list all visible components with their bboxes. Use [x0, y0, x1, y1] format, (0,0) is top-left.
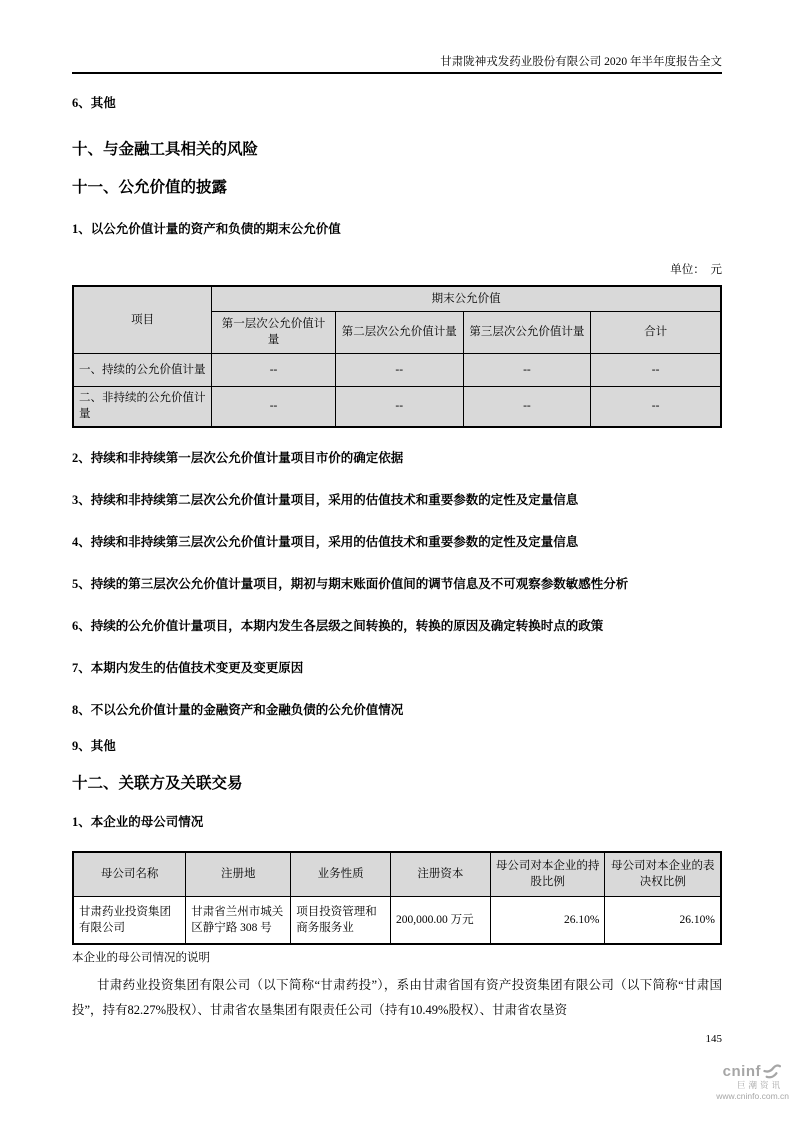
heading-sub-1: 1、以公允价值计量的资产和负债的期末公允价值 [72, 222, 341, 236]
pc-cell-reg-place: 甘肃省兰州市城关区静宁路 308 号 [186, 896, 291, 944]
fv-col-header-level3: 第三层次公允价值计量 [463, 311, 591, 353]
pc-cell-vote-ratio: 26.10% [605, 896, 721, 944]
cninfo-logo-row [679, 1064, 789, 1079]
fv-cell: -- [335, 386, 463, 427]
table-row [73, 353, 721, 386]
unit-label: 单位： 元 [670, 264, 722, 276]
heading-section-12: 十二、关联方及关联交易 [72, 775, 243, 792]
heading-sec12-sub-1: 1、本企业的母公司情况 [72, 815, 204, 829]
pc-header-name: 母公司名称 [73, 852, 186, 896]
heading-sub-9: 9、其他 [72, 739, 116, 753]
cninfo-chinese-name: 巨潮资讯 [736, 1080, 783, 1090]
pc-header-reg-capital: 注册资本 [391, 852, 491, 896]
heading-sub-3: 3、持续和非持续第二层次公允价值计量项目，采用的估值技术和重要参数的定性及定量信息 [72, 493, 579, 507]
heading-section-10: 十、与金融工具相关的风险 [72, 141, 259, 158]
heading-item6-other: 6、其他 [72, 96, 116, 110]
pc-cell-share-ratio: 26.10% [490, 896, 605, 944]
fv-row-label: 一、持续的公允价值计量 [73, 353, 212, 386]
heading-sub-5: 5、持续的第三层次公允价值计量项目，期初与期末账面价值间的调节信息及不可观察参数敏感性分析 [72, 577, 629, 591]
heading-sub-4: 4、持续和非持续第三层次公允价值计量项目，采用的估值技术和重要参数的定性及定量信息 [72, 535, 579, 549]
heading-section-11: 十一、公允价值的披露 [72, 179, 228, 196]
fair-value-table [72, 285, 722, 428]
parent-company-table [72, 851, 722, 945]
table-row [73, 896, 721, 944]
fv-corner-header: 项目 [73, 286, 212, 353]
fv-cell: -- [212, 353, 336, 386]
parent-company-description: 甘肃药业投资集团有限公司（以下简称“甘肃药投”），系由甘肃省国有资产投资集团有限公司（以下简称“甘肃国投”，持有82.27%股权）、甘肃省农垦集团有限责任公司（持有10.49%股权）、甘肃省农垦资 [72, 978, 722, 1017]
fv-cell: -- [463, 386, 591, 427]
cninfo-swirl-icon [763, 1064, 781, 1079]
fv-col-header-total: 合计 [591, 311, 721, 353]
heading-sub-2: 2、持续和非持续第一层次公允价值计量项目市价的确定依据 [72, 451, 404, 465]
fv-cell: -- [591, 353, 721, 386]
parent-company-note: 本企业的母公司情况的说明 [72, 952, 210, 964]
pc-cell-business: 项目投资管理和商务服务业 [291, 896, 391, 944]
heading-sub-7: 7、本期内发生的估值技术变更及变更原因 [72, 661, 304, 675]
pc-header-vote-ratio: 母公司对本企业的表决权比例 [605, 852, 721, 896]
fv-cell: -- [591, 386, 721, 427]
fv-cell: -- [335, 353, 463, 386]
pc-header-share-ratio: 母公司对本企业的持股比例 [490, 852, 605, 896]
heading-sub-8: 8、不以公允价值计量的金融资产和金融负债的公允价值情况 [72, 703, 404, 717]
cninfo-url: www.cninfo.com.cn [716, 1091, 789, 1101]
report-title: 甘肃陇神戎发药业股份有限公司 2020 年半年度报告全文 [440, 56, 722, 68]
fv-col-header-level1: 第一层次公允价值计量 [212, 311, 336, 353]
pc-header-business: 业务性质 [291, 852, 391, 896]
cninfo-watermark [679, 1064, 789, 1101]
heading-sub-6: 6、持续的公允价值计量项目，本期内发生各层级之间转换的，转换的原因及确定转换时点的政策 [72, 619, 604, 633]
pc-header-reg-place: 注册地 [186, 852, 291, 896]
pc-cell-name: 甘肃药业投资集团有限公司 [73, 896, 186, 944]
running-header [72, 55, 722, 74]
cninfo-brand-text: cninf [722, 1063, 761, 1080]
page-number: 145 [705, 1033, 722, 1045]
pc-cell-reg-capital: 200,000.00 万元 [391, 896, 491, 944]
fv-cell: -- [212, 386, 336, 427]
fv-group-header: 期末公允价值 [212, 286, 721, 311]
fv-row-label: 二、非持续的公允价值计量 [73, 386, 212, 427]
fv-col-header-level2: 第二层次公允价值计量 [335, 311, 463, 353]
fv-cell: -- [463, 353, 591, 386]
table-row [73, 386, 721, 427]
